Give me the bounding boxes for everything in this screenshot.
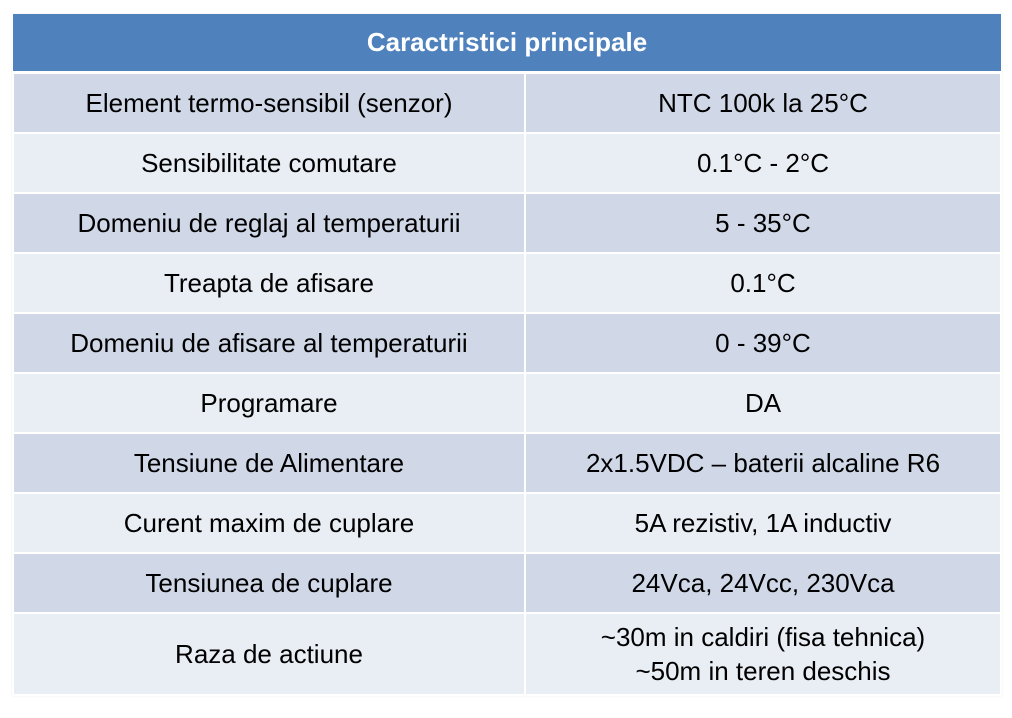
spec-label: Programare <box>13 373 525 433</box>
table-row <box>13 313 1001 373</box>
table-row <box>13 73 1001 134</box>
spec-value-line: ~30m in caldiri (fisa tehnica) <box>600 622 926 652</box>
spec-value: 0 - 39°C <box>525 313 1001 373</box>
spec-value <box>525 613 1001 695</box>
spec-value: 0.1°C - 2°C <box>525 133 1001 193</box>
spec-label: Treapta de afisare <box>13 253 525 313</box>
table-row <box>13 493 1001 553</box>
table-row <box>13 433 1001 493</box>
spec-label: Tensiunea de cuplare <box>13 553 525 613</box>
specifications-table <box>12 14 1002 696</box>
spec-label: Element termo-sensibil (senzor) <box>13 73 525 134</box>
spec-label: Raza de actiune <box>13 613 525 695</box>
spec-value: DA <box>525 373 1001 433</box>
table-title: Caractristici principale <box>13 14 1001 73</box>
spec-label: Sensibilitate comutare <box>13 133 525 193</box>
spec-label: Curent maxim de cuplare <box>13 493 525 553</box>
table-row <box>13 133 1001 193</box>
table-row <box>13 253 1001 313</box>
table-header-row <box>13 14 1001 73</box>
table-row <box>13 553 1001 613</box>
spec-value: 5A rezistiv, 1A inductiv <box>525 493 1001 553</box>
table-row <box>13 373 1001 433</box>
spec-value: 24Vca, 24Vcc, 230Vca <box>525 553 1001 613</box>
spec-value: NTC 100k la 25°C <box>525 73 1001 134</box>
spec-label: Tensiune de Alimentare <box>13 433 525 493</box>
spec-value: 2x1.5VDC – baterii alcaline R6 <box>525 433 1001 493</box>
table-row <box>13 193 1001 253</box>
spec-value: 5 - 35°C <box>525 193 1001 253</box>
spec-value: 0.1°C <box>525 253 1001 313</box>
spec-label: Domeniu de reglaj al temperaturii <box>13 193 525 253</box>
spec-value-line: ~50m in teren deschis <box>635 656 891 686</box>
table-row <box>13 613 1001 695</box>
spec-label: Domeniu de afisare al temperaturii <box>13 313 525 373</box>
